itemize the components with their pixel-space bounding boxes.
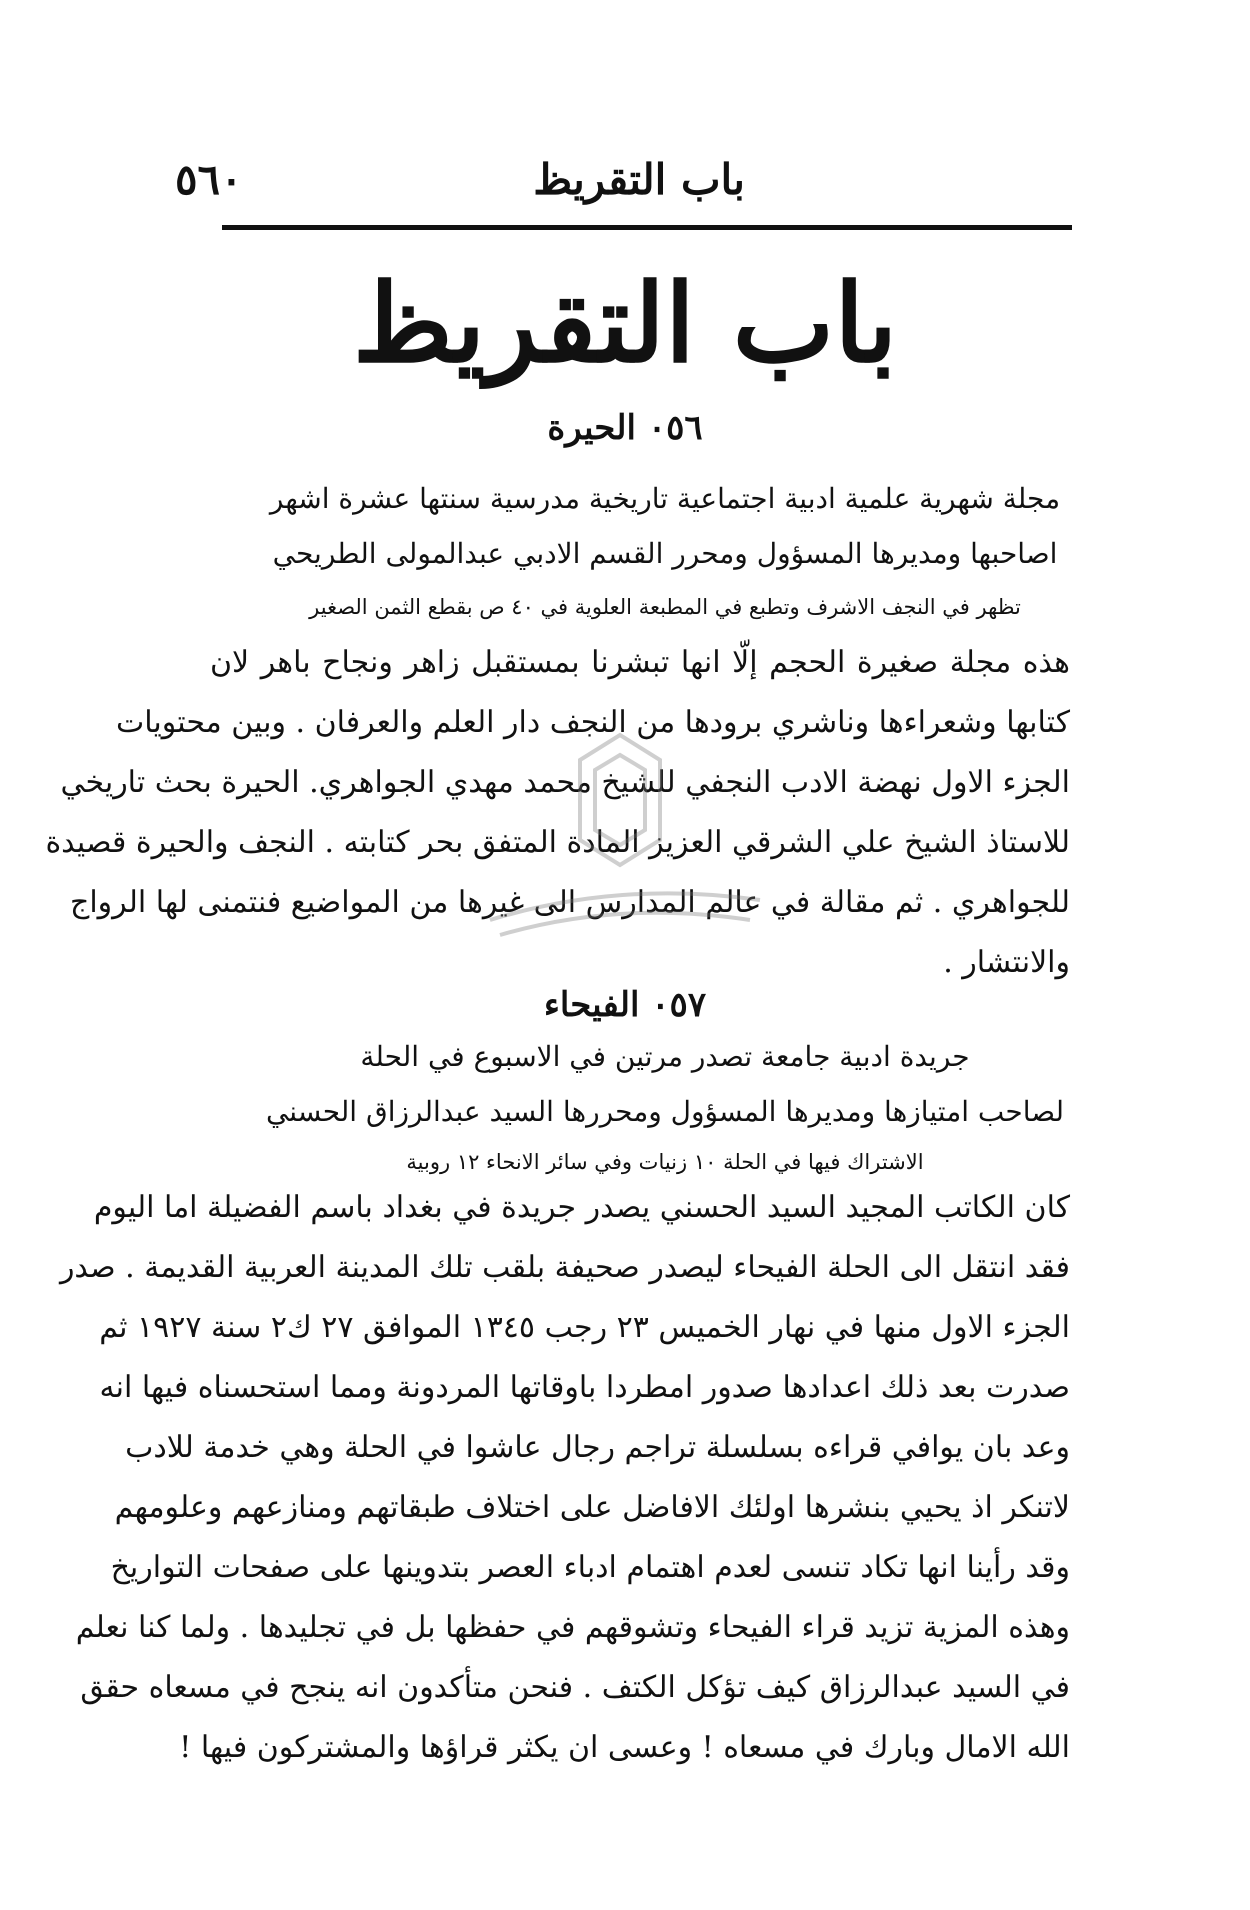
header-rule	[222, 225, 1072, 230]
body-line: وهذه المزية تزيد قراء الفيحاء وتشوقهم في حفظها بل في تجليدها . ولما كنا نعلم	[75, 1610, 1070, 1645]
body-line: لاتنكر اذ يحيي بنشرها اولئك الافاضل على اختلاف طبقاتهم ومنازعهم وعلومهم	[114, 1490, 1070, 1525]
entry-meta-line: مجلة شهرية علمية ادبية اجتماعية تاريخية مدرسية سنتها عشرة اشهر	[269, 482, 1061, 515]
watermark-inner-emblem-icon	[595, 755, 645, 845]
body-line: للاستاذ الشيخ علي الشرقي العزيز المادة المتفق بحر كتابته . النجف والحيرة قصيدة	[45, 825, 1070, 860]
body-line: وقد رأينا انها تكاد تنسى لعدم اهتمام ادباء العصر بتدوينها على صفحات التواريخ	[110, 1550, 1070, 1585]
body-line: فقد انتقل الى الحلة الفيحاء ليصدر صحيفة بلقب تلك المدينة العربية القديمة . صدر	[59, 1250, 1070, 1285]
entry-meta-line: جريدة ادبية جامعة تصدر مرتين في الاسبوع في الحلة	[360, 1040, 970, 1073]
entry-heading: ٠٥٧ الفيحاء	[543, 985, 707, 1025]
body-line: الله الامال وبارك في مسعاه ! وعسى ان يكثر قراؤها والمشتركون فيها !	[179, 1730, 1070, 1765]
entry-meta-line: تظهر في النجف الاشرف وتطبع في المطبعة العلوية في ٤٠ ص بقطع الثمن الصغير	[309, 595, 1021, 619]
watermark-logo	[470, 730, 770, 960]
section-title: باب التقريظ	[352, 261, 898, 387]
body-line: للجواهري . ثم مقالة في عالم المدارس الى غيرها من المواضيع فنتمنى لها الرواج	[69, 885, 1070, 920]
entry-meta-line: اصاحبها ومديرها المسؤول ومحرر القسم الادبي عبدالمولى الطريحي	[272, 537, 1058, 570]
entry-heading: ٠٥٦ الحيرة	[547, 408, 703, 448]
page-number: ٥٦٠	[175, 155, 243, 204]
entry-meta-line: لصاحب امتيازها ومديرها المسؤول ومحررها السيد عبدالرزاق الحسني	[265, 1095, 1065, 1128]
body-line: الجزء الاول نهضة الادب النجفي للشيخ محمد مهدي الجواهري. الحيرة بحث تاريخي	[60, 765, 1070, 800]
running-head	[0, 155, 1250, 215]
body-line: وعد بان يوافي قراءه بسلسلة تراجم رجال عاشوا في الحلة وهي خدمة للادب	[125, 1430, 1070, 1465]
body-line: كتابها وشعراءها وناشري برودها من النجف دار العلم والعرفان . وبين محتويات	[116, 705, 1070, 740]
body-line: هذه مجلة صغيرة الحجم إلّا انها تبشرنا بمستقبل زاهر ونجاح باهر لان	[210, 645, 1070, 680]
running-head-title: باب التقريظ	[533, 155, 745, 204]
watermark-lettering-stroke	[500, 913, 750, 935]
body-line: الجزء الاول منها في نهار الخميس ٢٣ رجب ١٣٤٥ الموافق ٢٧ ك٢ سنة ١٩٢٧ ثم	[99, 1310, 1070, 1345]
body-line: كان الكاتب المجيد السيد الحسني يصدر جريدة في بغداد باسم الفضيلة اما اليوم	[93, 1190, 1070, 1225]
body-line: والانتشار .	[943, 945, 1070, 980]
body-line: صدرت بعد ذلك اعدادها صدور امطردا باوقاتها المردونة ومما استحسناه فيها انه	[99, 1370, 1070, 1405]
entry-meta-line: الاشتراك فيها في الحلة ١٠ زنيات وفي سائر الانحاء ١٢ روبية	[406, 1150, 924, 1174]
body-line: في السيد عبدالرزاق كيف تؤكل الكتف . فنحن متأكدون انه ينجح في مسعاه حقق	[80, 1670, 1070, 1705]
